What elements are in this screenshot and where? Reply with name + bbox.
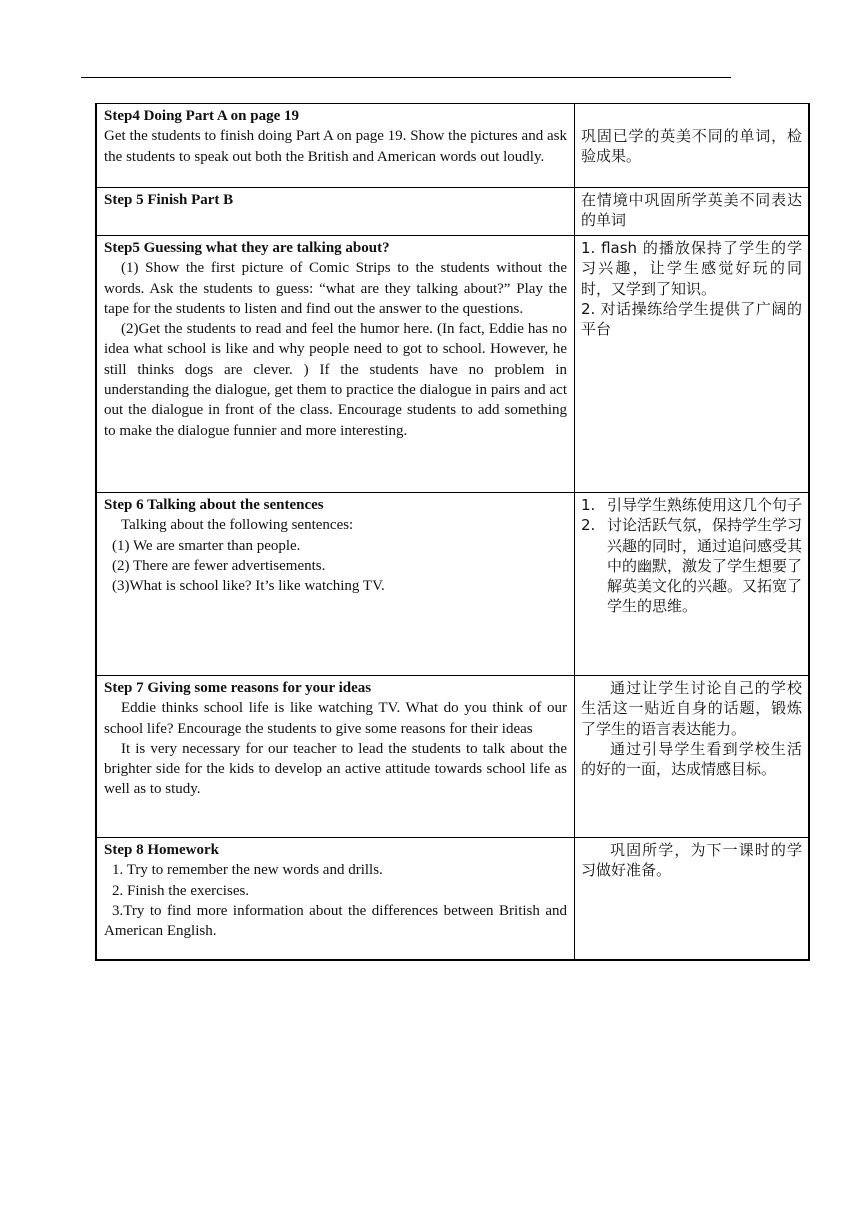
note-cell <box>575 493 810 676</box>
step-title: Step 7 Giving some reasons for your ideas <box>104 680 372 696</box>
table-row <box>96 676 809 838</box>
note-cell <box>575 676 810 838</box>
note-number: 2. <box>581 516 596 535</box>
step-note: 在情境中巩固所学英美不同表达的单词 <box>581 191 802 230</box>
step-paragraph: It is very necessary for our teacher to lead the students to talk about the brighter side for the kids to develop an active attitude towards school life as well as to study. <box>104 740 567 798</box>
step-paragraph: (1) Show the first picture of Comic Strips to the students without the words. Ask the students to guess: “what are they talking about?” Play the tape for the students to listen and find out the answer to the questions. <box>104 260 567 317</box>
step-title: Step 5 Finish Part B <box>104 192 234 208</box>
step-cell <box>96 104 575 188</box>
lesson-plan-table <box>95 103 810 961</box>
step-title: Step5 Guessing what they are talking about? <box>104 240 390 256</box>
table-row <box>96 838 809 960</box>
step-title: Step4 Doing Part A on page 19 <box>104 108 300 124</box>
step-cell <box>96 188 575 236</box>
step-note: 巩固已学的英美不同的单词，检验成果。 <box>581 127 802 166</box>
note-cell <box>575 838 810 960</box>
note-list <box>581 495 802 617</box>
sentence-item: (2) There are fewer advertisements. <box>112 557 326 574</box>
step-paragraph: (2)Get the students to read and feel the humor here. (In fact, Eddie has no idea what school is like and why people need to got to school. However, he still thinks dogs are clever. ) If the students have no problem in understanding the dialogue, get them to practice the dialogue in pairs and act out the dialogue in front of the class. Encourage students to add something to make the dialogue funnier and more interesting. <box>104 321 567 439</box>
step-note: 1. flash 的播放保持了学生的学习兴趣，让学生感觉好玩的同时，又学到了知识。 <box>581 239 802 298</box>
step-note: 巩固所学，为下一课时的学习做好准备。 <box>581 841 802 880</box>
step-cell <box>96 838 575 960</box>
note-text: 讨论活跃气氛，保持学生学习兴趣的同时，通过追问感受其中的幽默，激发了学生想要了解英美文化的兴趣。又拓宽了学生的思维。 <box>607 516 803 616</box>
homework-item: 3.Try to find more information about the differences between British and American English. <box>104 902 567 940</box>
step-title: Step 8 Homework <box>104 842 219 858</box>
step-title: Step 6 Talking about the sentences <box>104 497 324 513</box>
note-cell <box>575 188 810 236</box>
step-body: Get the students to finish doing Part A on page 19. Show the pictures and ask the students to speak out both the British and American words out loudly. <box>104 128 567 165</box>
step-intro: Talking about the following sentences: <box>121 517 354 534</box>
note-number: 1. <box>581 496 596 514</box>
table-row <box>96 236 809 493</box>
table-row <box>96 188 809 236</box>
table-row <box>96 493 809 676</box>
note-list-item <box>581 515 802 616</box>
step-cell <box>96 493 575 676</box>
homework-item: 2. Finish the exercises. <box>112 882 250 899</box>
sentence-item: (1) We are smarter than people. <box>112 537 301 554</box>
step-note: 通过让学生讨论自己的学校生活这一贴近自身的话题，锻炼了学生的语言表达能力。 <box>581 679 802 738</box>
header-rule <box>81 77 731 78</box>
sentence-item: (3)What is school like? It’s like watching TV. <box>112 578 385 595</box>
step-cell <box>96 676 575 838</box>
step-cell <box>96 236 575 493</box>
note-cell <box>575 236 810 493</box>
table-row <box>96 104 809 188</box>
note-text: 引导学生熟练使用这几个句子 <box>607 496 803 514</box>
step-note: 通过引导学生看到学校生活的好的一面，达成情感目标。 <box>581 739 802 779</box>
step-paragraph: Eddie thinks school life is like watching TV. What do you think of our school life? Encourage the students to give some reasons for their ideas <box>104 700 567 737</box>
homework-item: 1. Try to remember the new words and drills. <box>112 862 383 879</box>
note-list-item <box>581 495 802 515</box>
step-note: 2. 对话操练给学生提供了广阔的平台 <box>581 299 802 339</box>
note-cell <box>575 104 810 188</box>
